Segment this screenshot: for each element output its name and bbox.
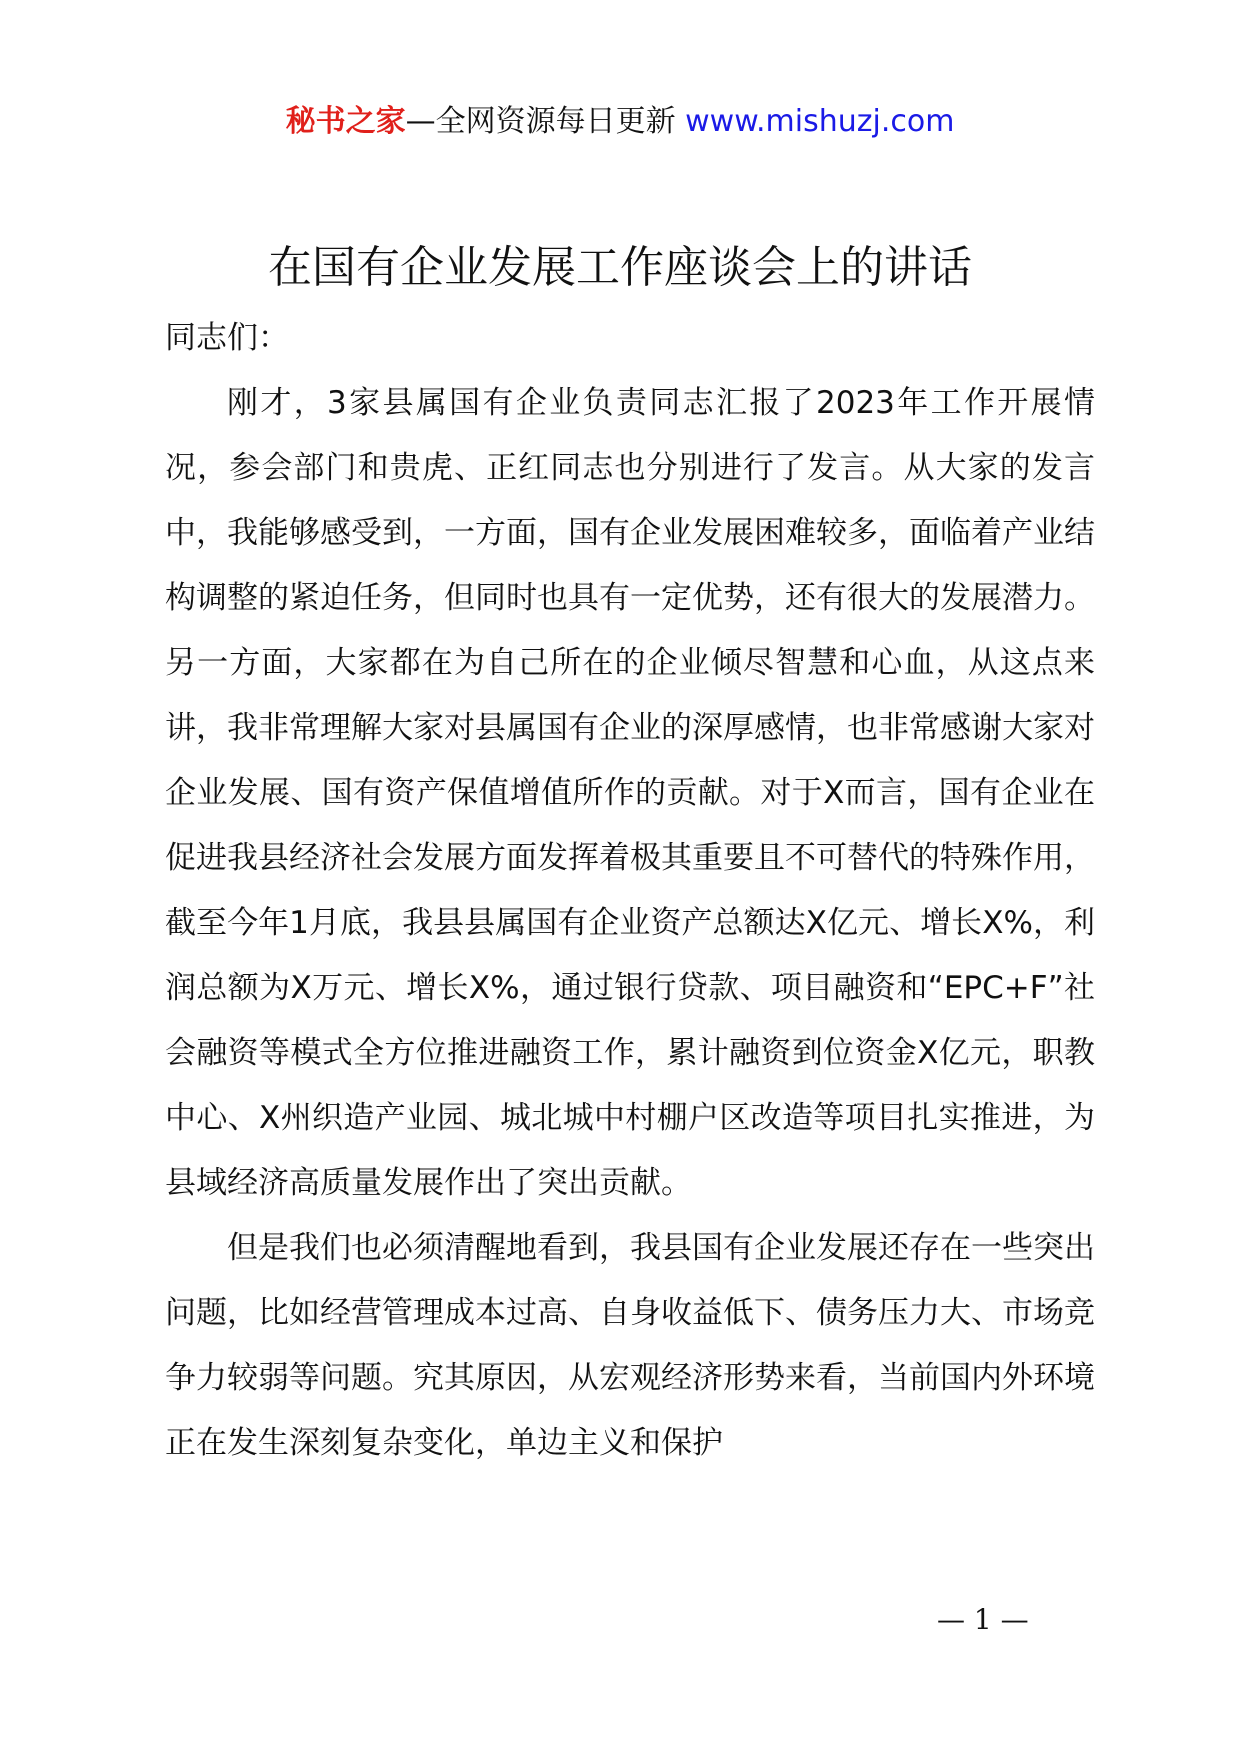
paragraph-1: 刚才，3家县属国有企业负责同志汇报了2023年工作开展情况，参会部门和贵虎、正红同志也分别进行了发言。从大家的发言中，我能够感受到，一方面，国有企业发展困难较多，面临着产业结构调整的紧迫任务，但同时也具有一定优势，还有很大的发展潜力。另一方面，大家都在为自己所在的企业倾尽智慧和心血，从这点来讲，我非常理解大家对县属国有企业的深厚感情，也非常感谢大家对企业发展、国有资产保值增值所作的贡献。对于X而言，国有企业在促进我县经济社会发展方面发挥着极其重要且不可替代的特殊作用，截至今年1月底，我县县属国有企业资产总额达X亿元、增长X%，利润总额为X万元、增长X%，通过银行贷款、项目融资和“EPC+F”社会融资等模式全方位推进融资工作，累计融资到位资金X亿元，职教中心、X州织造产业园、城北城中村棚户区改造等项目扎实推进，为县域经济高质量发展作出了突出贡献。 bbox=[165, 385, 1095, 1201]
site-header bbox=[0, 100, 1240, 144]
page-number-text: — 1 — bbox=[937, 1603, 1029, 1636]
site-tagline: —全网资源每日更新 bbox=[405, 104, 686, 139]
paragraph-2: 但是我们也必须清醒地看到，我县国有企业发展还存在一些突出问题，比如经营管理成本过高、自身收益低下、债务压力大、市场竞争力较弱等问题。究其原因，从宏观经济形势来看，当前国内外环境正在发生深刻复杂变化，单边主义和保护 bbox=[165, 1230, 1095, 1461]
site-brand: 秘书之家 bbox=[285, 104, 406, 139]
site-url-link[interactable]: www.mishuzj.com bbox=[685, 104, 955, 139]
salutation: 同志们： bbox=[165, 320, 289, 356]
document-body bbox=[165, 306, 1095, 1476]
document-title: 在国有企业发展工作座谈会上的讲话 bbox=[268, 242, 972, 293]
